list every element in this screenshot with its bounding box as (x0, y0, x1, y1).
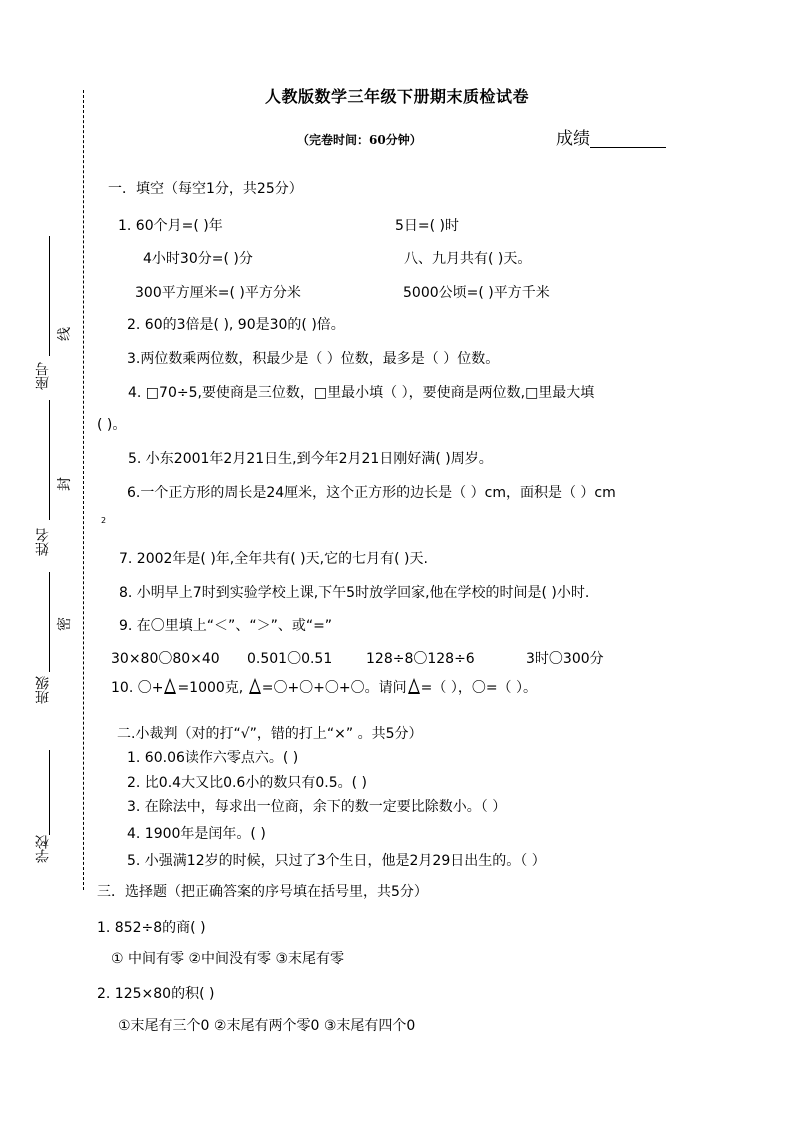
question-9a: 30×80〇80×40 (111, 651, 220, 667)
choice-question-2-options: ①末尾有三个0 ②末尾有两个零0 ③末尾有四个0 (118, 1018, 416, 1034)
question-5: 5. 小东2001年2月21日生,到今年2月21日刚好满( )周岁。 (128, 451, 493, 467)
seal-char-feng: 封 (57, 477, 73, 491)
question-1b: 5日=( )时 (395, 218, 460, 234)
triangle-icon (408, 678, 420, 694)
question-10-part3: =〇+〇+〇+〇。请问 (261, 680, 407, 696)
triangle-icon (164, 678, 176, 694)
seat-blank (49, 236, 50, 356)
question-10-number: 10. (111, 680, 134, 696)
question-8: 8. 小明早上7时到实验学校上课,下午5时放学回家,他在学校的时间是( )小时. (119, 585, 590, 601)
seal-char-mi: 密 (57, 617, 73, 631)
question-10-part2: =1000克, (177, 680, 244, 696)
choice-question-1: 1. 852÷8的商( ) (97, 920, 206, 936)
question-9c: 128÷8〇128÷6 (366, 651, 475, 667)
name-blank (49, 400, 50, 520)
section2-heading: 二.小裁判（对的打“√”，错的打上“×” 。共5分） (117, 726, 423, 742)
judge-item-4: 4. 1900年是闰年。( ) (127, 826, 266, 842)
exam-duration: （完卷时间：60分钟） (297, 133, 422, 147)
seal-char-xian: 线 (57, 327, 73, 341)
triangle-icon (249, 678, 261, 694)
question-10 (111, 678, 537, 695)
class-label: 班级 (35, 676, 51, 704)
question-1e: 300平方厘米=( )平方分米 (135, 285, 301, 301)
judge-item-5: 5. 小强满12岁的时候，只过了3个生日，他是2月29日出生的。（ ） (127, 853, 546, 869)
question-1d: 八、九月共有( )天。 (404, 251, 532, 267)
question-10-part4: =（ ），〇=（ ）。 (420, 680, 538, 696)
name-label: 姓名 (35, 528, 51, 556)
seat-label: 座号 (35, 362, 51, 390)
question-9b: 0.501〇0.51 (247, 651, 333, 667)
question-1c: 4小时30分=( )分 (143, 251, 253, 267)
question-2: 2. 60的3倍是( ), 90是30的( )倍。 (127, 317, 345, 333)
question-7: 7. 2002年是( )年,全年共有( )天,它的七月有( )天. (119, 551, 428, 567)
section1-heading: 一．填空（每空1分，共25分） (108, 181, 303, 197)
question-9: 9. 在〇里填上“＜”、“＞”、或“=” (119, 618, 333, 634)
judge-item-2: 2. 比0.4大又比0.6小的数只有0.5。( ) (127, 775, 367, 791)
page-title: 人教版数学三年级下册期末质检试卷 (265, 87, 530, 106)
judge-item-3: 3. 在除法中，每求出一位商，余下的数一定要比除数小。（ ） (127, 799, 507, 815)
binding-dashed-line (83, 90, 84, 890)
question-6-line1: 6.一个正方形的周长是24厘米，这个正方形的边长是（ ）cm，面积是（ ）cm (127, 485, 616, 501)
question-9d: 3时〇300分 (526, 651, 604, 667)
section3-heading: 三．选择题（把正确答案的序号填在括号里，共5分） (97, 884, 428, 900)
choice-question-2: 2. 125×80的积( ) (97, 986, 215, 1002)
score-label: 成绩 (556, 129, 590, 149)
question-1a: 1. 60个月=( )年 (118, 218, 223, 234)
score-field (556, 130, 666, 148)
class-blank (49, 572, 50, 672)
question-10-part1: 〇+ (137, 680, 164, 696)
question-3: 3.两位数乘两位数，积最少是（ ）位数，最多是（ ）位数。 (127, 351, 500, 367)
school-label: 学校 (35, 835, 51, 863)
question-4-line2: ( )。 (97, 417, 127, 433)
question-4-line1: 4. □70÷5,要使商是三位数，□里最小填（ ），要使商是两位数,□里最大填 (128, 385, 595, 401)
choice-question-1-options: ① 中间有零 ②中间没有零 ③末尾有零 (111, 951, 345, 967)
question-6-superscript: 2 (101, 516, 107, 525)
score-blank (590, 130, 666, 148)
question-1f: 5000公顷=( )平方千米 (403, 285, 550, 301)
school-blank (49, 750, 50, 835)
judge-item-1: 1. 60.06读作六零点六。( ) (127, 750, 299, 766)
